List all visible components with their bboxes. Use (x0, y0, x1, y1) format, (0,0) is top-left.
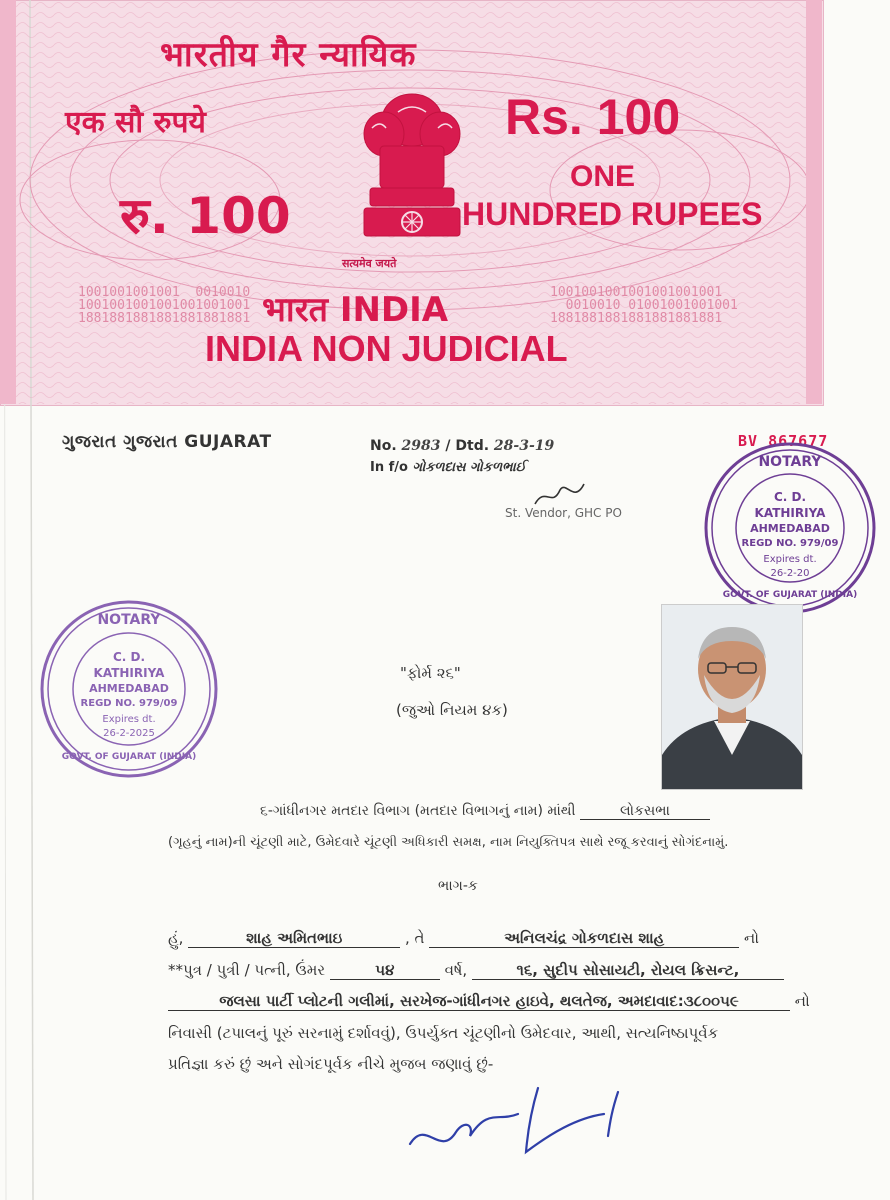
stamp-amount-ru: रु. 100 (120, 187, 291, 245)
i-label: હું, (168, 929, 184, 947)
in-favour-line (370, 460, 526, 475)
date-label: Dtd. (455, 438, 490, 454)
constituency-line (260, 803, 710, 820)
notary-seal-left (38, 598, 220, 780)
affidavit-purpose-line: (ગૃહનું નામ)ની ચૂંટણી માટે, ઉમેદવારે ચૂંટણી અધિકારી સમક્ષ, નામ નિયુક્તિપત્ર સાથે રજૂ કરવાનું સોગંદનામું. (168, 835, 729, 850)
in-value: ગોકળદાસ ગોકળભાઈ (412, 460, 526, 475)
in-label: In f/o (370, 460, 408, 475)
address-line (168, 992, 810, 1011)
address-line-1: ૧૬, સુદીપ સોસાયટી, રોયલ ક્રિસન્ટ, (472, 961, 784, 980)
stamp-serial-code: BV 867677 (738, 432, 829, 450)
ashoka-emblem-icon (342, 88, 482, 258)
stamp-amount-rs: Rs. 100 (505, 89, 681, 145)
notary-right-city: AHMEDABAD (750, 522, 830, 535)
stamp-amount-hundred-rupees: HUNDRED RUPEES (462, 196, 763, 232)
notary-left-expires-date: 26-2-2025 (103, 728, 155, 739)
no-label: નો (744, 929, 759, 947)
serial-no-label: No. (370, 438, 397, 454)
state-label: ગુજરાત ગુજરાત GUJARAT (62, 432, 272, 452)
rule-reference: (જુઓ નિયમ ૪ક) (396, 701, 508, 719)
notary-left-surname: KATHIRIYA (93, 666, 165, 680)
stamp-hindi-amount: एक सौ रुपये (65, 105, 206, 140)
year-label: વર્ષ, (444, 961, 468, 979)
notary-right-top: NOTARY (758, 454, 822, 470)
notary-left-expires: Expires dt. (102, 714, 156, 725)
notary-right-expires: Expires dt. (763, 554, 817, 565)
notary-seal-right (702, 440, 878, 616)
oath-line: પ્રતિજ્ઞા કરું છું અને સોગંદપૂર્વક નીચે મુજબ જણાવું છું- (168, 1055, 494, 1073)
stamp-hindi-title: भारतीय गैर न्यायिक (160, 35, 417, 75)
relation-label: **પુત્ર / પુત્રી / પત્ની, ઉંમર (168, 961, 326, 979)
binary-microprint-left: 1001001001001 0010010 1001001001001001001001 1881881881881881881881 (78, 285, 251, 326)
notary-right-expires-date: 26-2-20 (770, 568, 810, 579)
address-suffix: નો (794, 992, 810, 1010)
notary-left-regd: REGD NO. 979/09 (80, 698, 178, 709)
serial-number-line: No. 2983 / Dtd. 28-3-19 (370, 438, 555, 454)
binary-microprint-right: 1001001001001001001001 0010010 01001001001001 1881881881881881881881 (550, 285, 738, 326)
notary-left-top: NOTARY (97, 612, 161, 628)
notary-right-regd: REGD NO. 979/09 (741, 538, 839, 549)
constituency-value: ૬-ગાંધીનગર (260, 803, 327, 819)
date-value: 28-3-19 (493, 438, 555, 454)
notary-left-arc: GOVT. OF GUJARAT (INDIA) (61, 752, 197, 762)
stamp-motto: सत्यमेव जयते (342, 257, 397, 270)
notary-left-city: AHMEDABAD (89, 682, 169, 695)
notary-right-name: C. D. (773, 490, 807, 504)
serial-no-value: 2983 (401, 438, 441, 454)
house-value: લોકસભા (580, 803, 710, 820)
father-name: અનિલચંદ્ર ગોકળદાસ શાહ (429, 929, 739, 948)
notary-right-surname: KATHIRIYA (754, 506, 826, 520)
notary-right-arc: GOVT. OF GUJARAT (INDIA) (722, 590, 858, 600)
stamp-amount-one: ONE (570, 160, 636, 193)
notary-left-name: C. D. (112, 650, 146, 664)
stamp-paper-band (0, 0, 824, 406)
constituency-text: મતદાર વિભાગ (મતદાર વિભાગનું નામ) માંથી (331, 803, 576, 819)
relation-age-line (168, 961, 784, 980)
te-label: , તે (405, 929, 425, 947)
address-line-2: જલસા પાર્ટી પ્લોટની ગલીમાં, સરખેજ-ગાંધીનગર હાઇવે, થલતેજ, અમદાવાદ:૩૮૦૦૫૯ (168, 992, 790, 1011)
part-heading: ભાગ-ક (438, 878, 478, 894)
residence-line: નિવાસી (ટપાલનું પૂરું સરનામું દર્શાવવું), ઉપર્યુક્ત ચૂંટણીનો ઉમેદવાર, આથી, સત્યનિષ્ઠાપૂર્વક (168, 1024, 719, 1042)
candidate-photo (661, 604, 803, 790)
candidate-signature (400, 1064, 660, 1168)
stamp-bharat-india: भारत INDIA (262, 290, 449, 330)
age-value: ૫૪ (330, 961, 440, 980)
stamp-non-judicial: INDIA NON JUDICIAL (205, 328, 568, 369)
stamp-vendor-label: St. Vendor, GHC PO (505, 506, 622, 520)
form-title: "ફોર્મ ૨૬" (400, 664, 461, 682)
declarant-line (168, 929, 759, 948)
candidate-name: શાહ અમિતભાઇ (188, 929, 400, 948)
